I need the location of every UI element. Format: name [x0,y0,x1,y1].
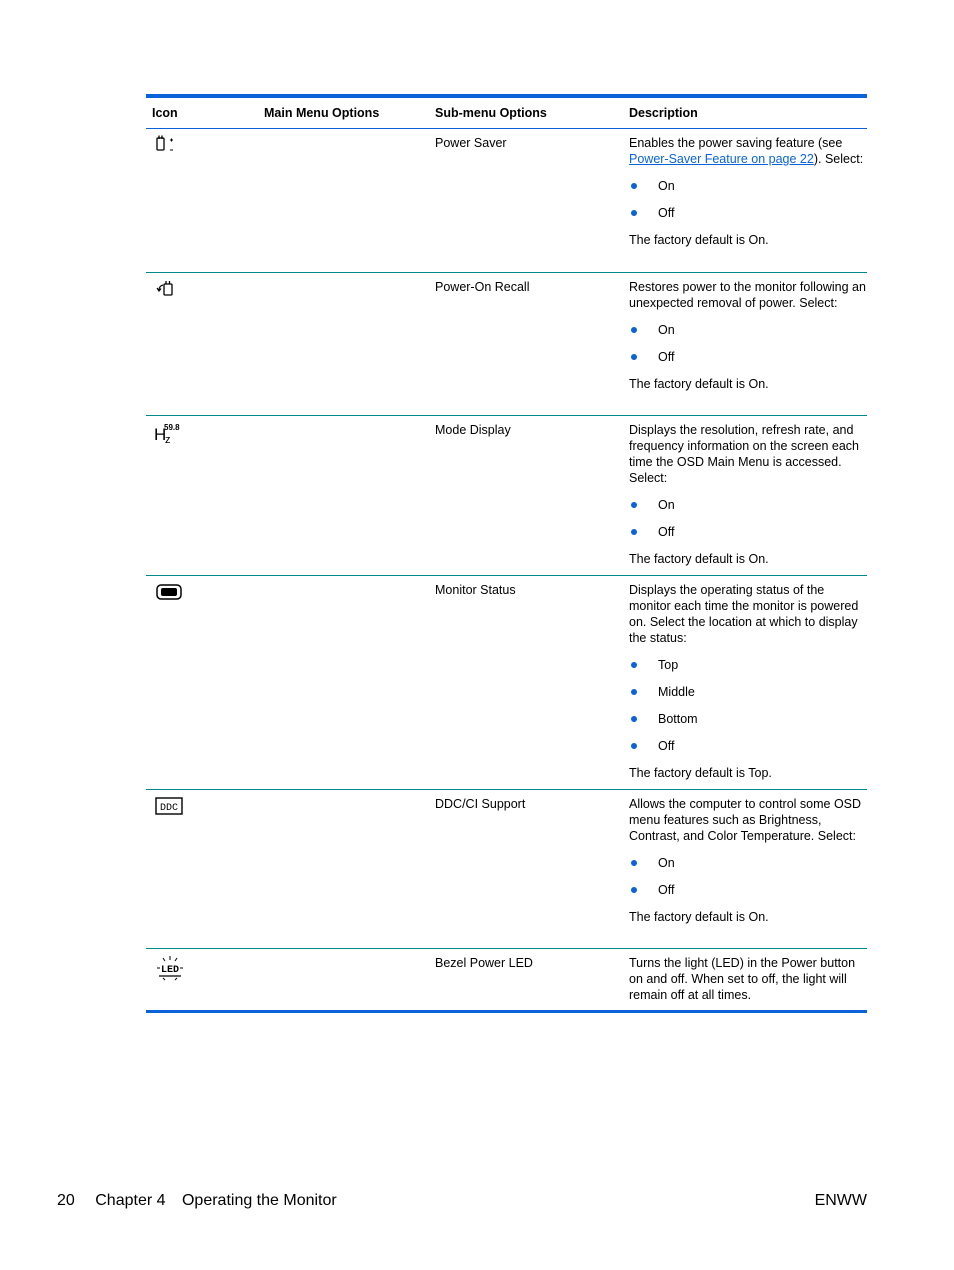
table-row-monitor-status [146,576,867,790]
page-number: 20 [57,1192,75,1209]
factory-default-text: The factory default is On. [629,233,769,247]
option-item: Off [629,882,867,898]
icon-cell [146,790,258,948]
option-item: Top [629,657,867,673]
table-bottom-rule [146,1010,867,1013]
description-text: Restores power to the monitor following an unexpected removal of power. Select: [629,280,866,310]
description-text: Turns the light (LED) in the Power button on and off. When set to off, the light will remain off at all times. [629,956,856,1002]
description-text-before: Enables the power saving feature (see [629,136,843,150]
table-row-ddc-ci-support [146,790,867,949]
option-item: On [629,178,867,194]
description-cell [623,416,867,575]
sub-menu-cell: Monitor Status [435,583,516,597]
option-item: Bottom [629,711,867,727]
description-cell [623,790,867,948]
factory-default-text: The factory default is On. [629,377,769,391]
option-item: Off [629,205,867,221]
footer-right-label: ENWW [814,1192,867,1209]
option-item: Off [629,738,867,754]
option-item: Off [629,524,867,540]
option-list [629,657,867,754]
table-row-bezel-power-led [146,949,867,1010]
ddc-ci-icon [154,796,258,816]
header-main-menu-options: Main Menu Options [264,106,380,120]
icon-cell [146,129,258,272]
icon-cell [146,416,258,575]
power-on-recall-icon [154,279,258,299]
description-cell [623,949,867,1010]
svg-text:H: H [154,425,167,444]
main-menu-cell [258,576,429,789]
main-menu-cell [258,129,429,272]
bezel-led-icon-label: LED [160,965,180,976]
description-cell [623,273,867,415]
main-menu-cell [258,416,429,575]
chapter-label: Chapter 4 [95,1192,166,1209]
table-row-power-on-recall [146,273,867,416]
main-menu-cell [258,790,429,948]
icon-cell [146,576,258,789]
sub-menu-cell: DDC/CI Support [435,797,526,811]
sub-menu-cell: Bezel Power LED [435,956,533,970]
monitor-status-icon [154,582,258,602]
header-sub-menu-options: Sub-menu Options [435,106,547,120]
ddc-ci-icon-label: DDC [159,803,179,814]
osd-options-table [146,94,867,1013]
description-text: Displays the operating status of the monitor each time the monitor is powered on. Select the location at which to display the status: [629,583,859,645]
header-icon: Icon [152,106,178,120]
option-list [629,855,867,898]
main-menu-cell [258,273,429,415]
table-row-power-saver [146,129,867,273]
description-text: Allows the computer to control some OSD menu features such as Brightness, Contrast, and Color Temperature. Select: [629,797,862,843]
footer-left [57,1192,353,1210]
sub-menu-cell: Mode Display [435,423,511,437]
description-text [629,135,867,167]
factory-default-text: The factory default is Top. [629,766,772,780]
main-menu-cell [258,949,429,1010]
description-text: Displays the resolution, refresh rate, and frequency information on the screen each time the OSD Main Menu is accessed. Select: [629,423,859,485]
power-saver-icon [154,135,258,155]
description-cell [623,576,867,789]
header-description: Description [629,106,698,120]
bezel-led-icon [154,955,258,981]
power-saver-feature-link[interactable]: Power-Saver Feature on page 22 [629,152,814,166]
option-item: Middle [629,684,867,700]
sub-menu-cell: Power Saver [435,136,507,150]
icon-cell [146,949,258,1010]
option-item: Off [629,349,867,365]
option-list [629,322,867,365]
svg-text:z: z [165,434,171,444]
mode-display-icon [154,422,258,444]
option-list [629,178,867,221]
description-cell [623,129,867,272]
chapter-title: Operating the Monitor [181,1192,337,1209]
option-item: On [629,497,867,513]
mode-display-icon-value: 59.8 [164,423,180,432]
table-row-mode-display [146,416,867,576]
table-header-row [146,98,867,129]
option-item: On [629,322,867,338]
option-list [629,497,867,540]
factory-default-text: The factory default is On. [629,552,769,566]
icon-cell [146,273,258,415]
factory-default-text: The factory default is On. [629,910,769,924]
option-item: On [629,855,867,871]
page-footer [57,1192,867,1210]
description-text-after: ). Select: [813,152,864,166]
sub-menu-cell: Power-On Recall [435,280,530,294]
